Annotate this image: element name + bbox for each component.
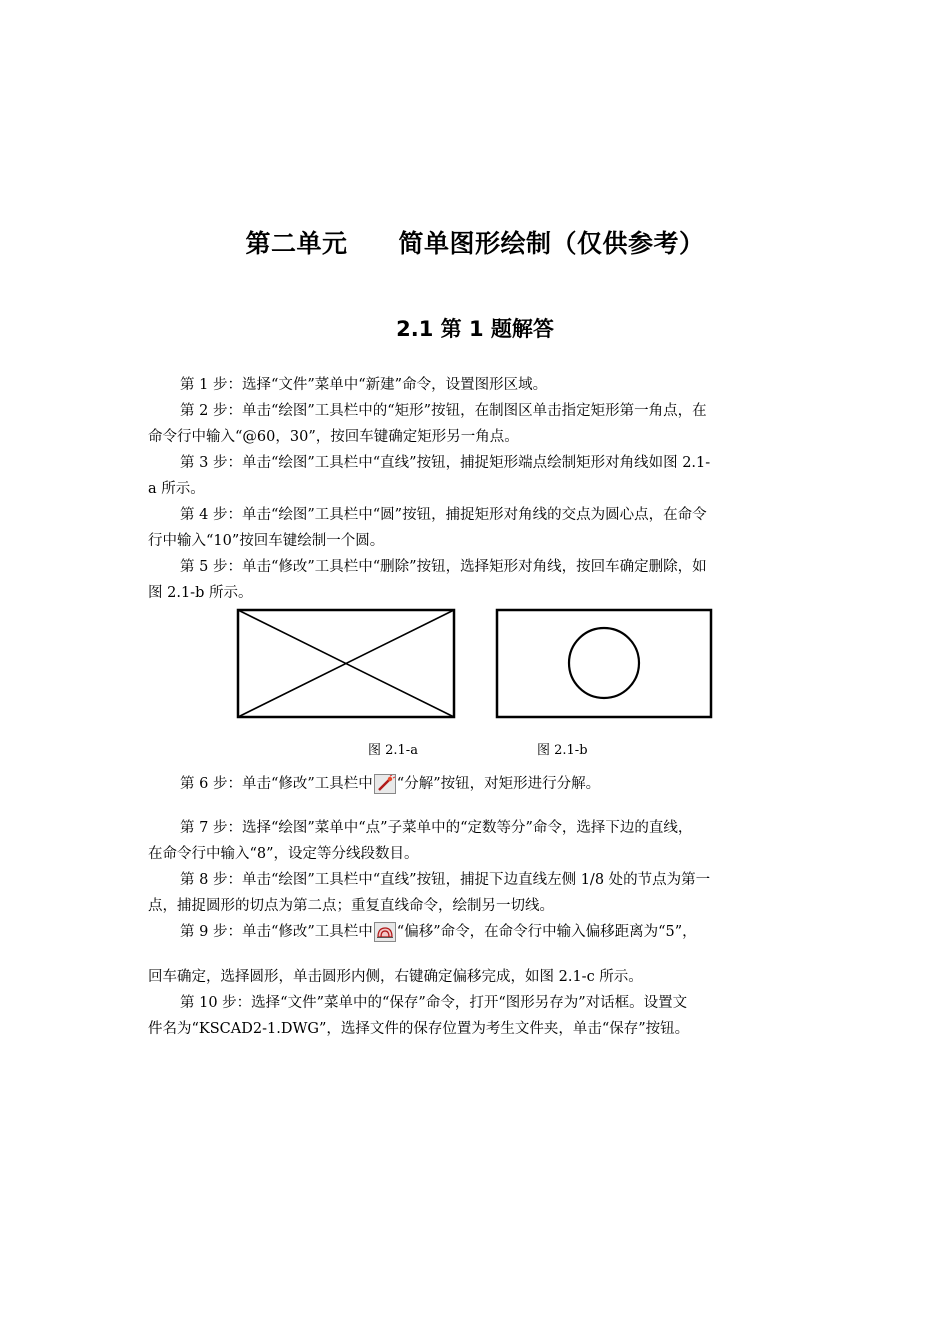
step-3-text-line2: a 所示。 (148, 481, 205, 497)
section-heading: 2.1 第 1 题解答 (396, 317, 554, 341)
step-10-text-line1: 第 10 步：选择“文件”菜单中的“保存”命令，打开“图形另存为”对话框。设置文 (180, 995, 688, 1011)
step-8-text-line2: 点，捕捉圆形的切点为第二点；重复直线命令，绘制另一切线。 (148, 898, 554, 914)
step-5-text-line1: 第 5 步：单击“修改”工具栏中“删除”按钮，选择矩形对角线，按回车确定删除，如 (180, 559, 707, 575)
step-6-text-b: “分解”按钮，对矩形进行分解。 (396, 776, 601, 792)
figure-2-1-a (238, 610, 454, 717)
offset-icon (374, 922, 396, 942)
step-4-text-line2: 行中输入“10”按回车键绘制一个圆。 (148, 533, 385, 549)
step-6-text-a: 第 6 步：单击“修改”工具栏中 (180, 776, 373, 792)
step-9-text-line2: 回车确定，选择圆形，单击圆形内侧，右键确定偏移完成，如图 2.1-c 所示。 (148, 969, 643, 985)
step-9-text-b: “偏移”命令，在命令行中输入偏移距离为“5”， (396, 924, 697, 940)
figure-drawings (230, 602, 720, 724)
explode-icon (374, 774, 396, 794)
caption-figure-b: 图 2.1-b (537, 743, 588, 758)
step-1-text: 第 1 步：选择“文件”菜单中“新建”命令，设置图形区域。 (180, 377, 548, 393)
step-2-text-line1: 第 2 步：单击“绘图”工具栏中的“矩形”按钮，在制图区单击指定矩形第一角点，在 (180, 403, 707, 419)
steps-block-2 (148, 815, 804, 919)
step-8-text-line1: 第 8 步：单击“绘图”工具栏中“直线”按钮，捕捉下边直线左侧 1/8 处的节点为第一 (180, 872, 711, 888)
step-9 (148, 919, 804, 945)
step-6 (148, 771, 804, 797)
step-9-text-a: 第 9 步：单击“修改”工具栏中 (180, 924, 373, 940)
steps-block-3 (148, 964, 804, 1042)
caption-figure-a: 图 2.1-a (368, 743, 418, 758)
step-2-text-line2: 命令行中输入“@60，30”，按回车键确定矩形另一角点。 (148, 429, 519, 445)
step-4-text-line1: 第 4 步：单击“绘图”工具栏中“圆”按钮，捕捉矩形对角线的交点为圆心点，在命令 (180, 507, 707, 523)
step-5-text-line2: 图 2.1-b 所示。 (148, 585, 253, 601)
steps-block-1 (148, 372, 804, 606)
page-title: 第二单元 简单图形绘制（仅供参考） (245, 229, 705, 258)
figure-2-1-b (497, 610, 711, 717)
step-3-text-line1: 第 3 步：单击“绘图”工具栏中“直线”按钮，捕捉矩形端点绘制矩形对角线如图 2.1- (180, 455, 711, 471)
step-10-text-line2: 件名为“KSCAD2-1.DWG”，选择文件的保存位置为考生文件夹，单击“保存”按钮。 (148, 1021, 690, 1037)
step-7-text-line2: 在命令行中输入“8”，设定等分线段数目。 (148, 846, 419, 862)
step-7-text-line1: 第 7 步：选择“绘图”菜单中“点”子菜单中的“定数等分”命令，选择下边的直线， (180, 820, 693, 836)
